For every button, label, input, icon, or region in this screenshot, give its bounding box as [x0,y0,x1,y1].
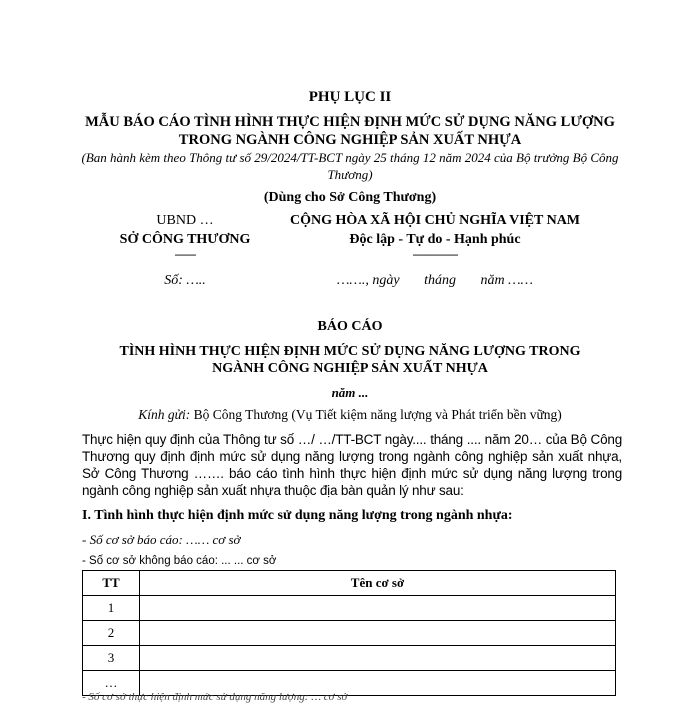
table-row [83,596,616,621]
section1-heading: I. Tình hình thực hiện định mức sử dụng năng lượng trong ngành nhựa: [82,508,513,523]
not-reported-count: - Số cơ sở không báo cáo: ... ... cơ sở [82,555,277,567]
national-header [290,211,580,290]
row-facility-name [140,646,616,671]
agency-header [90,211,280,290]
agency-divider: ------- [174,247,196,261]
issued-by-note: (Ban hành kèm theo Thông tư số 29/2024/TT-BCT ngày 25 tháng 12 năm 2024 của Bộ trưởng Bộ Công Thương) [81,150,619,182]
report-title: BÁO CÁO [317,319,383,334]
form-title-line2: TRONG NGÀNH CÔNG NGHIỆP SẢN XUẤT NHỰA [178,132,522,148]
report-subtitle-line2: NGÀNH CÔNG NGHIỆP SẢN XUẤT NHỰA [212,361,488,376]
table-row [83,646,616,671]
agency-name: SỞ CÔNG THƯƠNG [119,232,251,247]
appendix-title: PHỤ LỤC II [308,89,392,105]
row-number: 2 [83,621,140,646]
national-divider: --------------- [412,247,458,261]
row-facility-name [140,596,616,621]
report-year: năm ... [331,385,369,400]
recipient-label: Kính gửi: [138,407,191,422]
form-title [80,113,620,149]
recipient-line [80,407,620,423]
row-number: … [83,671,140,696]
row-number: 1 [83,596,140,621]
table-header-row [83,571,616,596]
facilities-table [82,570,616,696]
document-date: ……., ngày tháng năm …… [336,273,533,288]
body-paragraph: Thực hiện quy định của Thông tư số …/ …/TT-BCT ngày.... tháng .... năm 20… của Bộ Công Thương quy định định mức sử dụng năng lượng trong ngành công nghiệp sản xuất nhựa, Sở Công Thương ……. báo cáo tình hình thực hiện định mức sử dụng năng lượng trong ngành công nghiệp sản xuất nhựa thuộc địa bàn quản lý như sau: [82,432,622,498]
reported-count: - Số cơ sở báo cáo: …… cơ sở [82,532,241,547]
table-row [83,621,616,646]
form-title-line1: MẪU BÁO CÁO TÌNH HÌNH THỰC HIỆN ĐỊNH MỨC SỬ DỤNG NĂNG LƯỢNG [85,114,615,130]
document-number: Số: ….. [164,273,206,288]
agency-line1: UBND … [156,213,214,228]
cut-off-line: - Số cơ sở thực hiện định mức sử dụng năng lượng: … cơ sở [82,691,348,703]
usage-note: (Dùng cho Sở Công Thương) [263,190,437,205]
row-number: 3 [83,646,140,671]
national-title: CỘNG HÒA XÃ HỘI CHỦ NGHĨA VIỆT NAM [290,213,581,228]
recipient-value: Bộ Công Thương (Vụ Tiết kiệm năng lượng và Phát triển bền vững) [190,407,562,422]
national-motto: Độc lập - Tự do - Hạnh phúc [349,232,521,247]
header-facility-name: Tên cơ sở [140,571,616,596]
row-facility-name [140,621,616,646]
report-subtitle [80,343,620,377]
header-tt: TT [83,571,140,596]
report-subtitle-line1: TÌNH HÌNH THỰC HIỆN ĐỊNH MỨC SỬ DỤNG NĂNG LƯỢNG TRONG [119,344,581,359]
